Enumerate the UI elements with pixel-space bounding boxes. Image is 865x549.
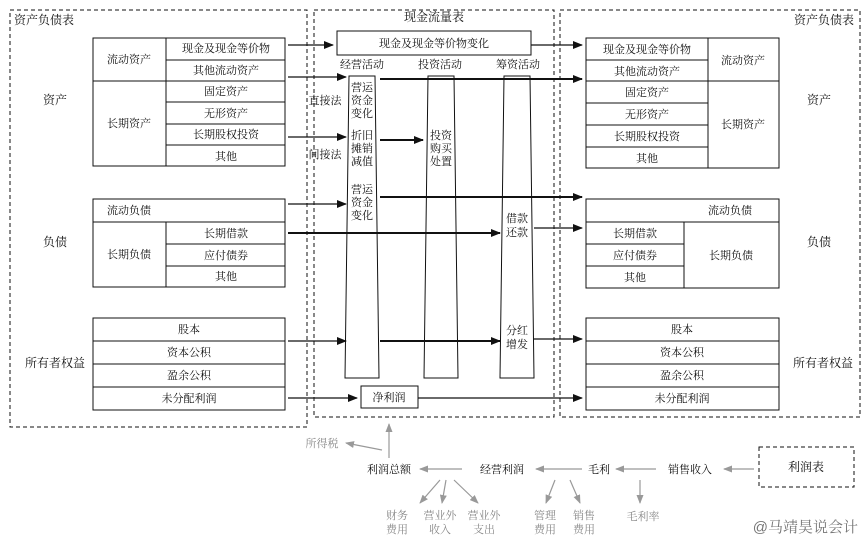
right-intangible: 无形资产 bbox=[625, 108, 669, 121]
left-current-liab: 流动负债 bbox=[107, 204, 151, 217]
operating-column bbox=[345, 76, 379, 378]
left-other-current: 其他流动资产 bbox=[193, 64, 259, 77]
wc-change-2-b: 资金 bbox=[351, 196, 373, 209]
right-other-current: 其他流动资产 bbox=[614, 65, 680, 78]
non-op-expense-b: 支出 bbox=[473, 523, 495, 536]
total-profit-label: 利润总额 bbox=[367, 463, 411, 476]
left-long-term-liab: 长期负债 bbox=[107, 248, 151, 261]
dividend-b: 增发 bbox=[506, 338, 528, 351]
left-capital-reserve: 资本公积 bbox=[167, 346, 211, 359]
left-intangible: 无形资产 bbox=[204, 107, 248, 120]
left-liabilities-label: 负债 bbox=[42, 235, 68, 249]
selling-expense-b: 费用 bbox=[573, 523, 595, 536]
admin-expense-b: 费用 bbox=[534, 523, 556, 536]
wc-change-2-c: 变化 bbox=[351, 209, 373, 222]
right-frame-title: 资产负债表 bbox=[793, 13, 854, 27]
left-fixed-assets: 固定资产 bbox=[204, 85, 248, 98]
wc-change-1-a: 营运 bbox=[351, 81, 373, 94]
right-lt-loans: 长期借款 bbox=[613, 227, 657, 240]
right-other-assets: 其他 bbox=[636, 152, 658, 165]
dividend-a: 分红 bbox=[506, 324, 528, 337]
left-share-capital: 股本 bbox=[178, 323, 200, 336]
borrow-a: 借款 bbox=[506, 212, 528, 225]
investing-label: 投资活动 bbox=[418, 58, 462, 71]
wc-change-1-b: 资金 bbox=[351, 94, 373, 107]
arrow-to-income-tax bbox=[346, 443, 382, 450]
right-other-liab: 其他 bbox=[624, 271, 646, 284]
left-assets-label: 资产 bbox=[42, 93, 68, 107]
right-current-liab: 流动负债 bbox=[708, 204, 752, 217]
right-undistributed: 未分配利润 bbox=[654, 392, 710, 405]
left-cash: 现金及现金等价物 bbox=[182, 42, 270, 55]
net-profit-label: 净利润 bbox=[372, 391, 406, 404]
depreciation-a: 折旧 bbox=[351, 129, 373, 142]
direct-method-label: 直接法 bbox=[308, 94, 342, 107]
right-bonds: 应付债券 bbox=[613, 249, 657, 262]
invest-a: 投资 bbox=[430, 129, 452, 142]
right-share-capital: 股本 bbox=[671, 323, 693, 336]
income-tax-label: 所得税 bbox=[305, 437, 339, 450]
finance-cost-a: 财务 bbox=[386, 509, 408, 522]
operating-label: 经营活动 bbox=[340, 58, 384, 71]
arrow-to-selling-expense bbox=[570, 480, 580, 503]
right-current-assets: 流动资产 bbox=[721, 54, 765, 67]
left-other-assets: 其他 bbox=[215, 150, 237, 163]
cash-change-label: 现金及现金等价物变化 bbox=[379, 37, 489, 50]
left-lt-equity-inv: 长期股权投资 bbox=[193, 128, 259, 141]
arrow-to-finance-cost bbox=[420, 480, 440, 503]
depreciation-b: 摊销 bbox=[351, 142, 373, 155]
left-frame-title: 资产负债表 bbox=[14, 13, 75, 27]
left-lt-loans: 长期借款 bbox=[204, 227, 248, 240]
non-op-income-b: 收入 bbox=[429, 523, 451, 536]
non-op-income-a: 营业外 bbox=[423, 509, 457, 522]
invest-c: 处置 bbox=[430, 155, 452, 168]
arrow-to-non-op-income bbox=[442, 480, 446, 503]
arrow-to-admin-expense bbox=[546, 480, 555, 503]
right-fixed-assets: 固定资产 bbox=[625, 86, 669, 99]
right-cash: 现金及现金等价物 bbox=[603, 43, 691, 56]
revenue-label: 销售收入 bbox=[668, 463, 712, 476]
selling-expense-a: 销售 bbox=[573, 509, 595, 522]
watermark: @马靖昊说会计 bbox=[752, 519, 858, 536]
depreciation-c: 减值 bbox=[351, 155, 373, 168]
right-capital-reserve: 资本公积 bbox=[660, 346, 704, 359]
left-current-assets: 流动资产 bbox=[107, 53, 151, 66]
admin-expense-a: 管理 bbox=[534, 509, 556, 522]
indirect-method-label: 间接法 bbox=[308, 148, 342, 161]
wc-change-2-a: 营运 bbox=[351, 183, 373, 196]
arrow-to-non-op-expense bbox=[454, 480, 478, 503]
non-op-expense-a: 营业外 bbox=[467, 509, 501, 522]
invest-b: 购买 bbox=[430, 142, 452, 155]
left-long-term-assets: 长期资产 bbox=[107, 117, 151, 130]
right-surplus-reserve: 盈余公积 bbox=[660, 369, 704, 382]
investing-column bbox=[424, 76, 458, 378]
right-assets-label: 资产 bbox=[806, 93, 832, 107]
left-undistributed: 未分配利润 bbox=[161, 392, 217, 405]
right-equity-label: 所有者权益 bbox=[792, 356, 854, 370]
left-other-liab: 其他 bbox=[215, 270, 237, 283]
center-frame-title: 现金流量表 bbox=[403, 10, 465, 24]
borrow-b: 还款 bbox=[506, 226, 528, 239]
left-surplus-reserve: 盈余公积 bbox=[167, 369, 211, 382]
operating-profit-label: 经营利润 bbox=[480, 463, 524, 476]
right-long-term-assets: 长期资产 bbox=[721, 118, 765, 131]
left-equity-label: 所有者权益 bbox=[24, 356, 86, 370]
wc-change-1-c: 变化 bbox=[351, 107, 373, 120]
right-long-term-liab: 长期负债 bbox=[709, 249, 753, 262]
right-lt-equity-inv: 长期股权投资 bbox=[614, 130, 680, 143]
gross-margin-label: 毛利率 bbox=[626, 510, 660, 523]
financing-label: 筹资活动 bbox=[496, 58, 540, 71]
gross-profit-label: 毛利 bbox=[588, 463, 610, 476]
income-frame-title: 利润表 bbox=[787, 460, 825, 474]
finance-cost-b: 费用 bbox=[386, 523, 408, 536]
left-bonds: 应付债券 bbox=[204, 249, 248, 262]
right-liabilities-label: 负债 bbox=[806, 235, 832, 249]
